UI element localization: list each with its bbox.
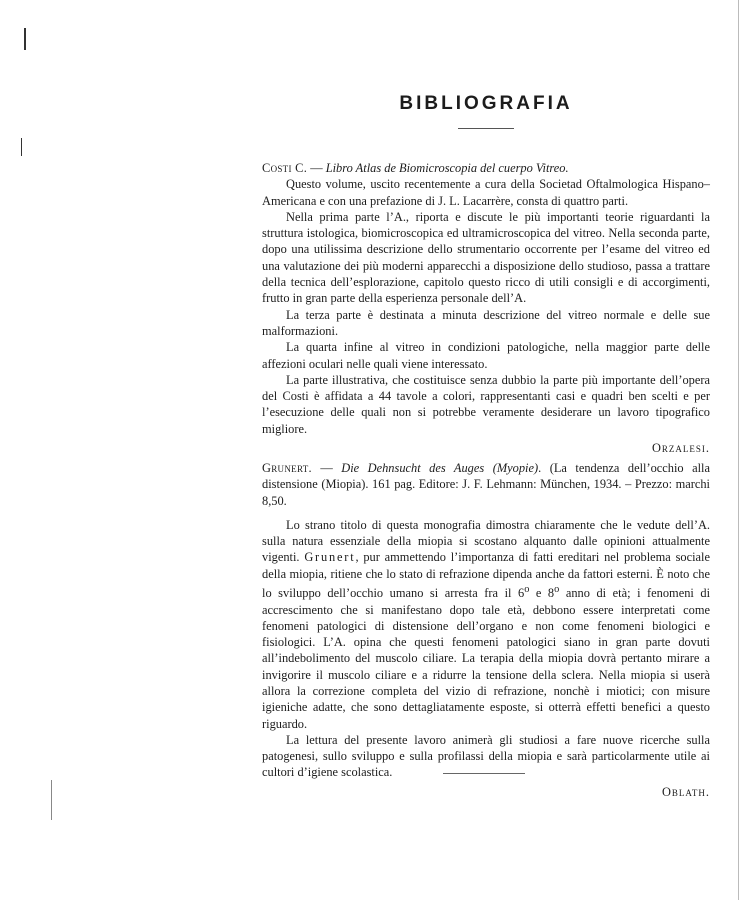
book-title-paren: (Myopie) bbox=[492, 461, 539, 475]
review-paragraph bbox=[262, 517, 710, 732]
review-paragraph: Questo volume, uscito recentemente a cura della Societad Oftalmologica Hispano–Americana e con una prefazione di J. L. Lacarrère, consta di quattro parti. bbox=[262, 177, 710, 208]
scan-mark-left bbox=[21, 138, 22, 156]
review-paragraph: La terza parte è destinata a minuta descrizione del vitreo normale e delle sue malformazioni. bbox=[262, 307, 710, 338]
review-heading bbox=[262, 160, 710, 176]
title-divider bbox=[458, 128, 514, 129]
reviewer-signature: Orzalesi. bbox=[651, 441, 710, 456]
book-details: . (La tendenza dell’occhio alla distensione (Miopia). 161 pag. Editore: J. F. Lehmann: München, 1934. – Prezzo: marchi 8,50. bbox=[262, 461, 710, 508]
reviewer-signature: Oblath. bbox=[661, 784, 710, 799]
heading-dash: — bbox=[311, 461, 342, 475]
heading-dash: — bbox=[307, 161, 326, 175]
author-name-spaced: Grunert bbox=[304, 550, 356, 565]
page-title: BIBLIOGRAFIA bbox=[399, 93, 573, 114]
review-paragraph: La quarta infine al vitreo in condizioni patologiche, nella maggior parte delle affezioni oculari nelle quali viene interessato. bbox=[262, 340, 710, 371]
review-heading bbox=[262, 460, 710, 509]
review-author: Costi C. bbox=[262, 161, 308, 175]
scan-mark-right-edge bbox=[738, 0, 739, 900]
paragraph-text: , pur ammettendo l’importanza di fatti ereditari nel problema sociale della miopia, ritiene che lo stato di refrazione dipenda anche da fattori esterni. È noto che lo sviluppo dell’occhio umano si arresta fra il 6 bbox=[262, 550, 710, 601]
scan-mark-top-left bbox=[24, 28, 26, 50]
review-grunert bbox=[262, 460, 710, 800]
paragraph-text: anno di età; i fenomeni di accrescimento che si manifestano dopo tale età, debbono essere interpretati come fenomeni patologici di distensione dell’organo e non come fenomeni biologici e fisiologici. L’A. opina che questi fenomeni patologici siano in gran parte dovuti all’indebolimento del muscolo ciliare. La terapia della miopia dovrà pertanto mirare a invigorire il muscolo ciliare e a ridurre la tensione della sclera. Nella miopia si userà allora la correzione completa del vizio di refrazione, nonchè i miotici; con misure igieniche adatte, che sono dettagliatamente esposte, si otterrà effetti benefici a questo riguardo. bbox=[262, 586, 711, 731]
ordinal-superscript: o bbox=[524, 584, 530, 596]
book-title: Die Dehnsucht des Auges bbox=[341, 461, 485, 475]
ordinal-superscript: o bbox=[554, 584, 560, 596]
review-author: Grunert. bbox=[262, 461, 312, 475]
paragraph-text: e 8 bbox=[529, 586, 555, 601]
end-divider bbox=[443, 773, 525, 774]
scan-mark-bottom-left bbox=[51, 780, 52, 820]
book-title: Libro Atlas de Biomicroscopia del cuerpo Vitreo. bbox=[325, 161, 569, 175]
review-paragraph: La parte illustrativa, che costituisce senza dubbio la parte più importante dell’opera del Costi è affidata a 44 tavole a colori, rappresentanti casi e quadri ben scelti e per l’esecuzione delle quali non si potrebbe veramente desiderare un lavoro tipografico migliore. bbox=[262, 372, 710, 436]
review-paragraph: La lettura del presente lavoro animerà gli studiosi a fare nuove ricerche sulla patogenesi, sullo sviluppo e sulla profilassi della miopia e sarà particolarmente utile ai cultori d’igiene scolastica. bbox=[262, 732, 710, 780]
paragraph-text: Lo strano titolo di questa monografia dimostra chiaramente che le vedute dell’A. sulla natura essenziale della miopia si scostano alquanto dalle opinioni attualmente vigenti. bbox=[262, 517, 710, 565]
review-paragraph: Nella prima parte l’A., riporta e discute le più importanti teorie riguardanti la struttura istologica, biomicroscopica ed ultramicroscopica del vitreo. Nella seconda parte, dopo una utilissima descrizione dello strumentario occorrente per l’esame del vitreo ed una valutazione dei più moderni apparecchi a disposizione dello studioso, passa a trattare della tecnica dell’esplorazione, capitolo questo ricco di utili consigli e di accorgimenti, frutto in gran parte della esperienza personale dell’A. bbox=[262, 209, 710, 306]
review-costi bbox=[262, 160, 710, 456]
